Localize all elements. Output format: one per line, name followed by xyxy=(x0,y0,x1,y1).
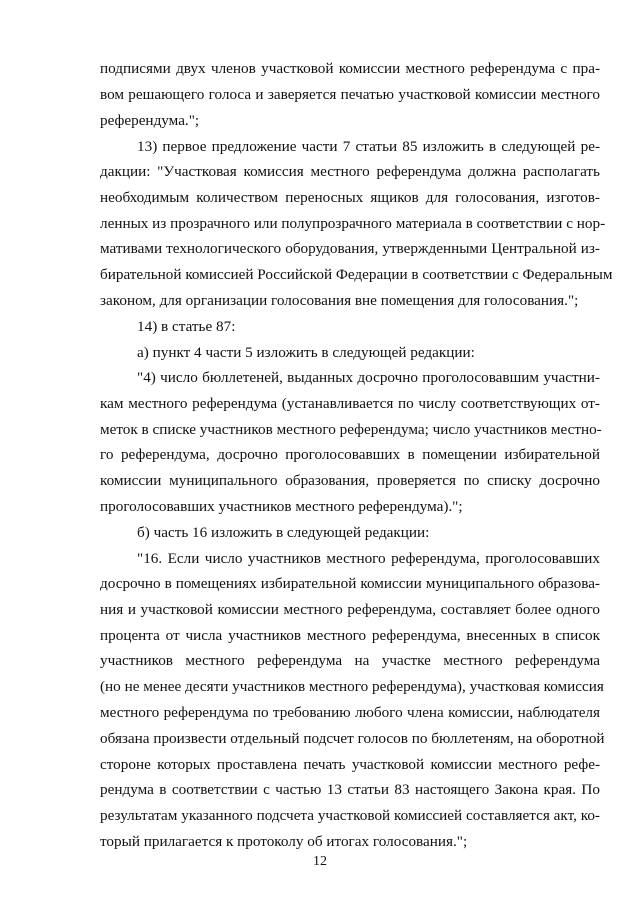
text-line: вом решающего голоса и заверяется печатью участковой комиссии местного xyxy=(100,86,600,103)
text-line: необходимым количеством переносных ящиков для голосования, изготов- xyxy=(100,189,600,206)
text-line: проголосовавших участников местного референдума)."; xyxy=(100,498,463,515)
text-line: комиссии муниципального образования, проверяется по списку досрочно xyxy=(100,472,600,489)
text-line: а) пункт 4 части 5 изложить в следующей редакции: xyxy=(137,344,475,361)
text-line: "16. Если число участников местного референдума, проголосовавших xyxy=(137,550,600,567)
text-line: 14) в статье 87: xyxy=(137,318,236,335)
text-line: бирательной комиссией Российской Федерации в соответствии с Федеральным xyxy=(100,266,613,283)
text-line: стороне которых проставлена печать участковой комиссии местного рефе- xyxy=(100,756,600,773)
text-line: участников местного референдума на участке местного референдума xyxy=(100,652,600,669)
text-line: ленных из прозрачного или полупрозрачного материала в соответствии с нор- xyxy=(100,215,606,232)
text-line: местного референдума по требованию любого члена комиссии, наблюдателя xyxy=(100,704,600,721)
text-line: го референдума, досрочно проголосовавших в помещении избирательной xyxy=(100,446,600,463)
page-number: 12 xyxy=(313,854,327,869)
text-line: (но не менее десяти участников местного референдума), участковая комиссия xyxy=(100,678,604,695)
text-line: референдума."; xyxy=(100,112,200,129)
text-line: досрочно в помещениях избирательной комиссии муниципального образова- xyxy=(100,575,600,592)
text-line: 13) первое предложение части 7 статьи 85 изложить в следующей ре- xyxy=(137,138,600,155)
text-line: меток в списке участников местного референдума; число участников местно- xyxy=(100,421,602,438)
text-line: законом, для организации голосования вне помещения для голосования."; xyxy=(100,292,579,309)
text-line: торый прилагается к протоколу об итогах голосования."; xyxy=(100,833,468,850)
text-line: "4) число бюллетеней, выданных досрочно проголосовавшим участни- xyxy=(137,369,600,386)
text-line: ния и участковой комиссии местного референдума, составляет более одного xyxy=(100,601,600,618)
text-line: результатам указанного подсчета участковой комиссией составляется акт, ко- xyxy=(100,807,600,824)
text-line: обязана произвести отдельный подсчет голосов по бюллетеням, на оборотной xyxy=(100,730,605,747)
text-line: процента от числа участников местного референдума, внесенных в список xyxy=(100,627,600,644)
text-line: рендума в соответствии с частью 13 статьи 83 настоящего Закона края. По xyxy=(100,781,600,798)
text-line: кам местного референдума (устанавливается по числу соответствующих от- xyxy=(100,395,600,412)
text-line: мативами технологического оборудования, утвержденными Центральной из- xyxy=(100,240,600,257)
text-line: дакции: "Участковая комиссия местного референдума должна располагать xyxy=(100,163,600,180)
text-line: подписями двух членов участковой комиссии местного референдума с пра- xyxy=(100,60,600,77)
text-line: б) часть 16 изложить в следующей редакции: xyxy=(137,524,430,541)
